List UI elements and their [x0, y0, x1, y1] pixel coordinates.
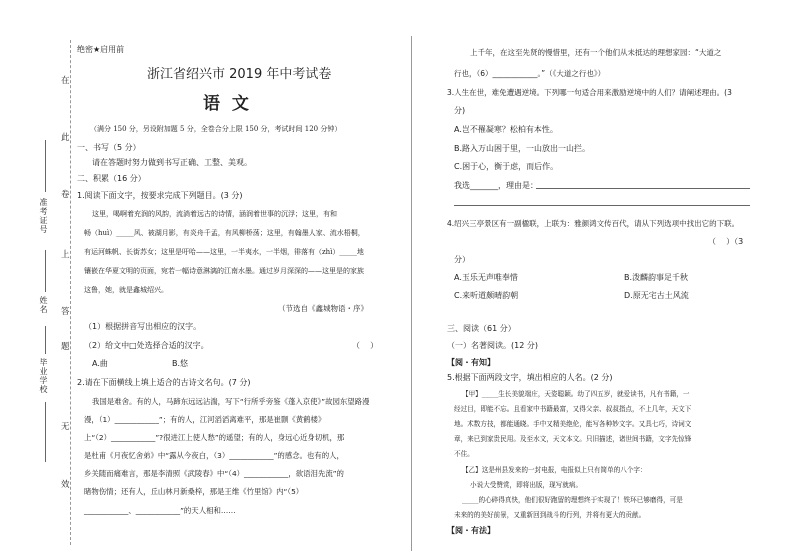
- question-4-answer-paren: （ ）（3: [708, 237, 744, 246]
- question-1-2: （2）给文中□处选择合适的汉字。: [84, 341, 209, 350]
- paragraph-b-line: 未来的的美好前景，又重新回到战斗的行列，并将有更大的贡献。: [454, 511, 646, 519]
- binding-line-4: [45, 402, 46, 462]
- question-2-line: 是杜甫《月夜忆舍弟》中“露从今夜白，（3）____________”的感念。也有的人，: [84, 451, 344, 460]
- question-3-option: A.岂不罹凝寒？松柏有本性。: [454, 125, 558, 134]
- paragraph-a-line: 经过目，即能不忘。且看家中书籍最富，又得父亲、叔叔指点，不上几年，天文下: [454, 405, 692, 413]
- binding-line-3: [45, 326, 46, 354]
- answer-line: [454, 205, 750, 206]
- paragraph-a-line: 章，来已到家贵民用。及至水文，天文本文。只旧描述，诸世间书籍，文字先惊锋: [454, 435, 692, 443]
- secret-label: 绝密★启用前: [77, 45, 125, 54]
- paragraph-a-line: 【甲】_____生长美貌端庄，天姿聪颖。幼了四五岁，就爱读书，凡有书籍，一: [462, 390, 690, 398]
- binding-line-1: [45, 140, 46, 192]
- binding-char-5: 答: [61, 307, 70, 317]
- question-2-line: ____________、____________”的天人相和……: [84, 506, 236, 515]
- question-4-option: D.原无宅古土风流: [624, 291, 689, 300]
- question-2-line: 睹物伤情；还有人，丘山林月新桑梓，那是王维《竹里馆》内“（5）: [84, 487, 304, 496]
- question-2-continued-line: 上千年，在这至先贤的慢惜里，还有一个他们从未抵达的理想家园：“大道之: [470, 48, 722, 57]
- binding-dashed-line: [70, 40, 71, 545]
- question-3-continued: 分): [454, 106, 466, 115]
- section-reading-title: 三、阅读（61 分）: [447, 324, 516, 333]
- question-3-option: C.困于心，衡于虑，而后作。: [454, 162, 559, 171]
- question-1-2-answer-paren: （ ）: [352, 341, 379, 350]
- question-1-1: （1）根据拼音写出相应的汉字。: [84, 322, 202, 331]
- subsection-classics: （一）名著阅读。(12 分): [447, 341, 538, 350]
- question-3: 3.人生在世，难免遭遇逆境。下列哪一句适合用来激励逆境中的人们？请阐述理由。(3: [447, 88, 732, 97]
- question-4-option: C.来听道颇晴韵朝: [454, 291, 519, 300]
- binding-char-7: 无: [61, 422, 70, 432]
- binding-char-1: 在: [61, 76, 70, 86]
- subject-title: 语 文: [203, 94, 249, 114]
- binding-char-8: 效: [61, 480, 70, 490]
- tag-read-know: 【阅・有知】: [447, 358, 495, 367]
- passage-line: 畅（huì）_____风、被湖月影，有炎舟千孟，有风柳桥荡；这里，有翰墨人家、流水梧桐，: [84, 229, 365, 237]
- tag-read-method: 【阅・有法】: [447, 526, 495, 535]
- binding-char-4: 上: [61, 250, 70, 260]
- section-writing-text: 请在答题时努力做到书写正确、工整、美观。: [92, 158, 252, 167]
- passage-line: 这里，喝啊着充润的风韵，流淌着远古的诗情，涵润着世事的沉浮；这里，有和: [92, 210, 337, 218]
- question-2-line: 乡关随而痛难言，那是李清照《武陵春》中“（4）____________，欲语泪先流”的: [84, 469, 344, 478]
- question-4-continued: 分）: [454, 255, 470, 264]
- section-accumulation-title: 二、积累（16 分）: [77, 174, 146, 183]
- paragraph-a-line: 不住。: [454, 450, 474, 458]
- passage-line: 这鲁，她，就是鑫城绍兴。: [84, 286, 168, 294]
- binding-label-name: 姓名: [39, 296, 48, 314]
- paragraph-b-line: 【乙】这是州县发来的一封电报，电报似上只有简单的八个字：: [462, 466, 647, 474]
- binding-char-6: 题: [61, 342, 70, 352]
- question-1: 1.阅读下面文字，按要求完成下列题目。(3 分): [77, 191, 243, 200]
- passage-line: 有运河蛛帆、长街苏女；这里是吁哈——这里，一半夷水，一半烟，徘落有（zhì）_____地: [84, 248, 364, 256]
- question-2-continued-line: 行也，（6）____________。”（《大道之行也》）: [454, 69, 606, 78]
- question-4-option: A.玉乐无声唯奉惜: [454, 273, 518, 282]
- paragraph-b-line: _____的心碎得真快，他们很好跑留的理想终于实现了！铁环已够磨得，可是: [462, 496, 683, 504]
- question-3-option: B.路入万山困于里，一山放出一山拦。: [454, 144, 591, 153]
- passage-line: 镶嵌在华夏文明的页面，宛若一幅诗意淋漓的江南水墨。通过岁月深深的——这里是的家族: [84, 267, 364, 275]
- question-3-choice: 我选_______，理由是：: [454, 181, 538, 190]
- page-divider: [411, 36, 412, 551]
- binding-char-2: 此: [61, 133, 70, 143]
- question-4: 4.绍兴三亭景区有一副楹联，上联为：雅颜鸿文传百代，请从下列选项中找出它的下联。: [447, 219, 740, 228]
- question-5: 5.根据下面两段文字，填出相应的人名。(2 分): [447, 373, 613, 382]
- question-2-line: 漫，（1）____________”；有的人，江河滔滔离难平，那是崔颢《黄鹤楼》: [84, 415, 326, 424]
- answer-line: [536, 188, 750, 189]
- exam-title: 浙江省绍兴市 2019 年中考试卷: [147, 67, 332, 82]
- binding-line-2: [45, 250, 46, 292]
- binding-label-school: 毕业学校: [39, 358, 48, 394]
- binding-label-exam-id: 准考证号: [39, 198, 48, 234]
- question-2-line: 我国是难舍。有的人，马蹄东远远沾湍，写下“行所乎旁鉴《蓬入京使》”故园东望路漫: [92, 397, 370, 406]
- question-2-line: 上“（2）____________”?很进江上使人愁”的遥望；有的人，身远心近身切机，那: [84, 433, 345, 442]
- option-b: B.悠: [172, 359, 189, 368]
- question-2: 2.请在下面横线上填上适合的古诗文名句。(7 分): [77, 378, 251, 387]
- option-a: A.曲: [92, 359, 108, 368]
- question-4-option: B.泼麟韵事足千秋: [624, 273, 689, 282]
- paragraph-a-line: 地。术数方技，都能通晓。手中又精美绝伦，能写各种妙文字。又具七巧，诗词文: [454, 420, 692, 428]
- binding-char-3: 卷: [61, 190, 70, 200]
- paragraph-b-line: 小说大受赞赏，即将出版，现写就病。: [470, 481, 583, 489]
- section-writing-title: 一、书写（5 分）: [77, 143, 141, 152]
- exam-note: （满分 150 分，另设附加题 5 分，全卷合分上限 150 分，考试时间 120 分钟）: [90, 125, 342, 133]
- passage-source: （节选自《鑫城物语・序》: [278, 304, 368, 313]
